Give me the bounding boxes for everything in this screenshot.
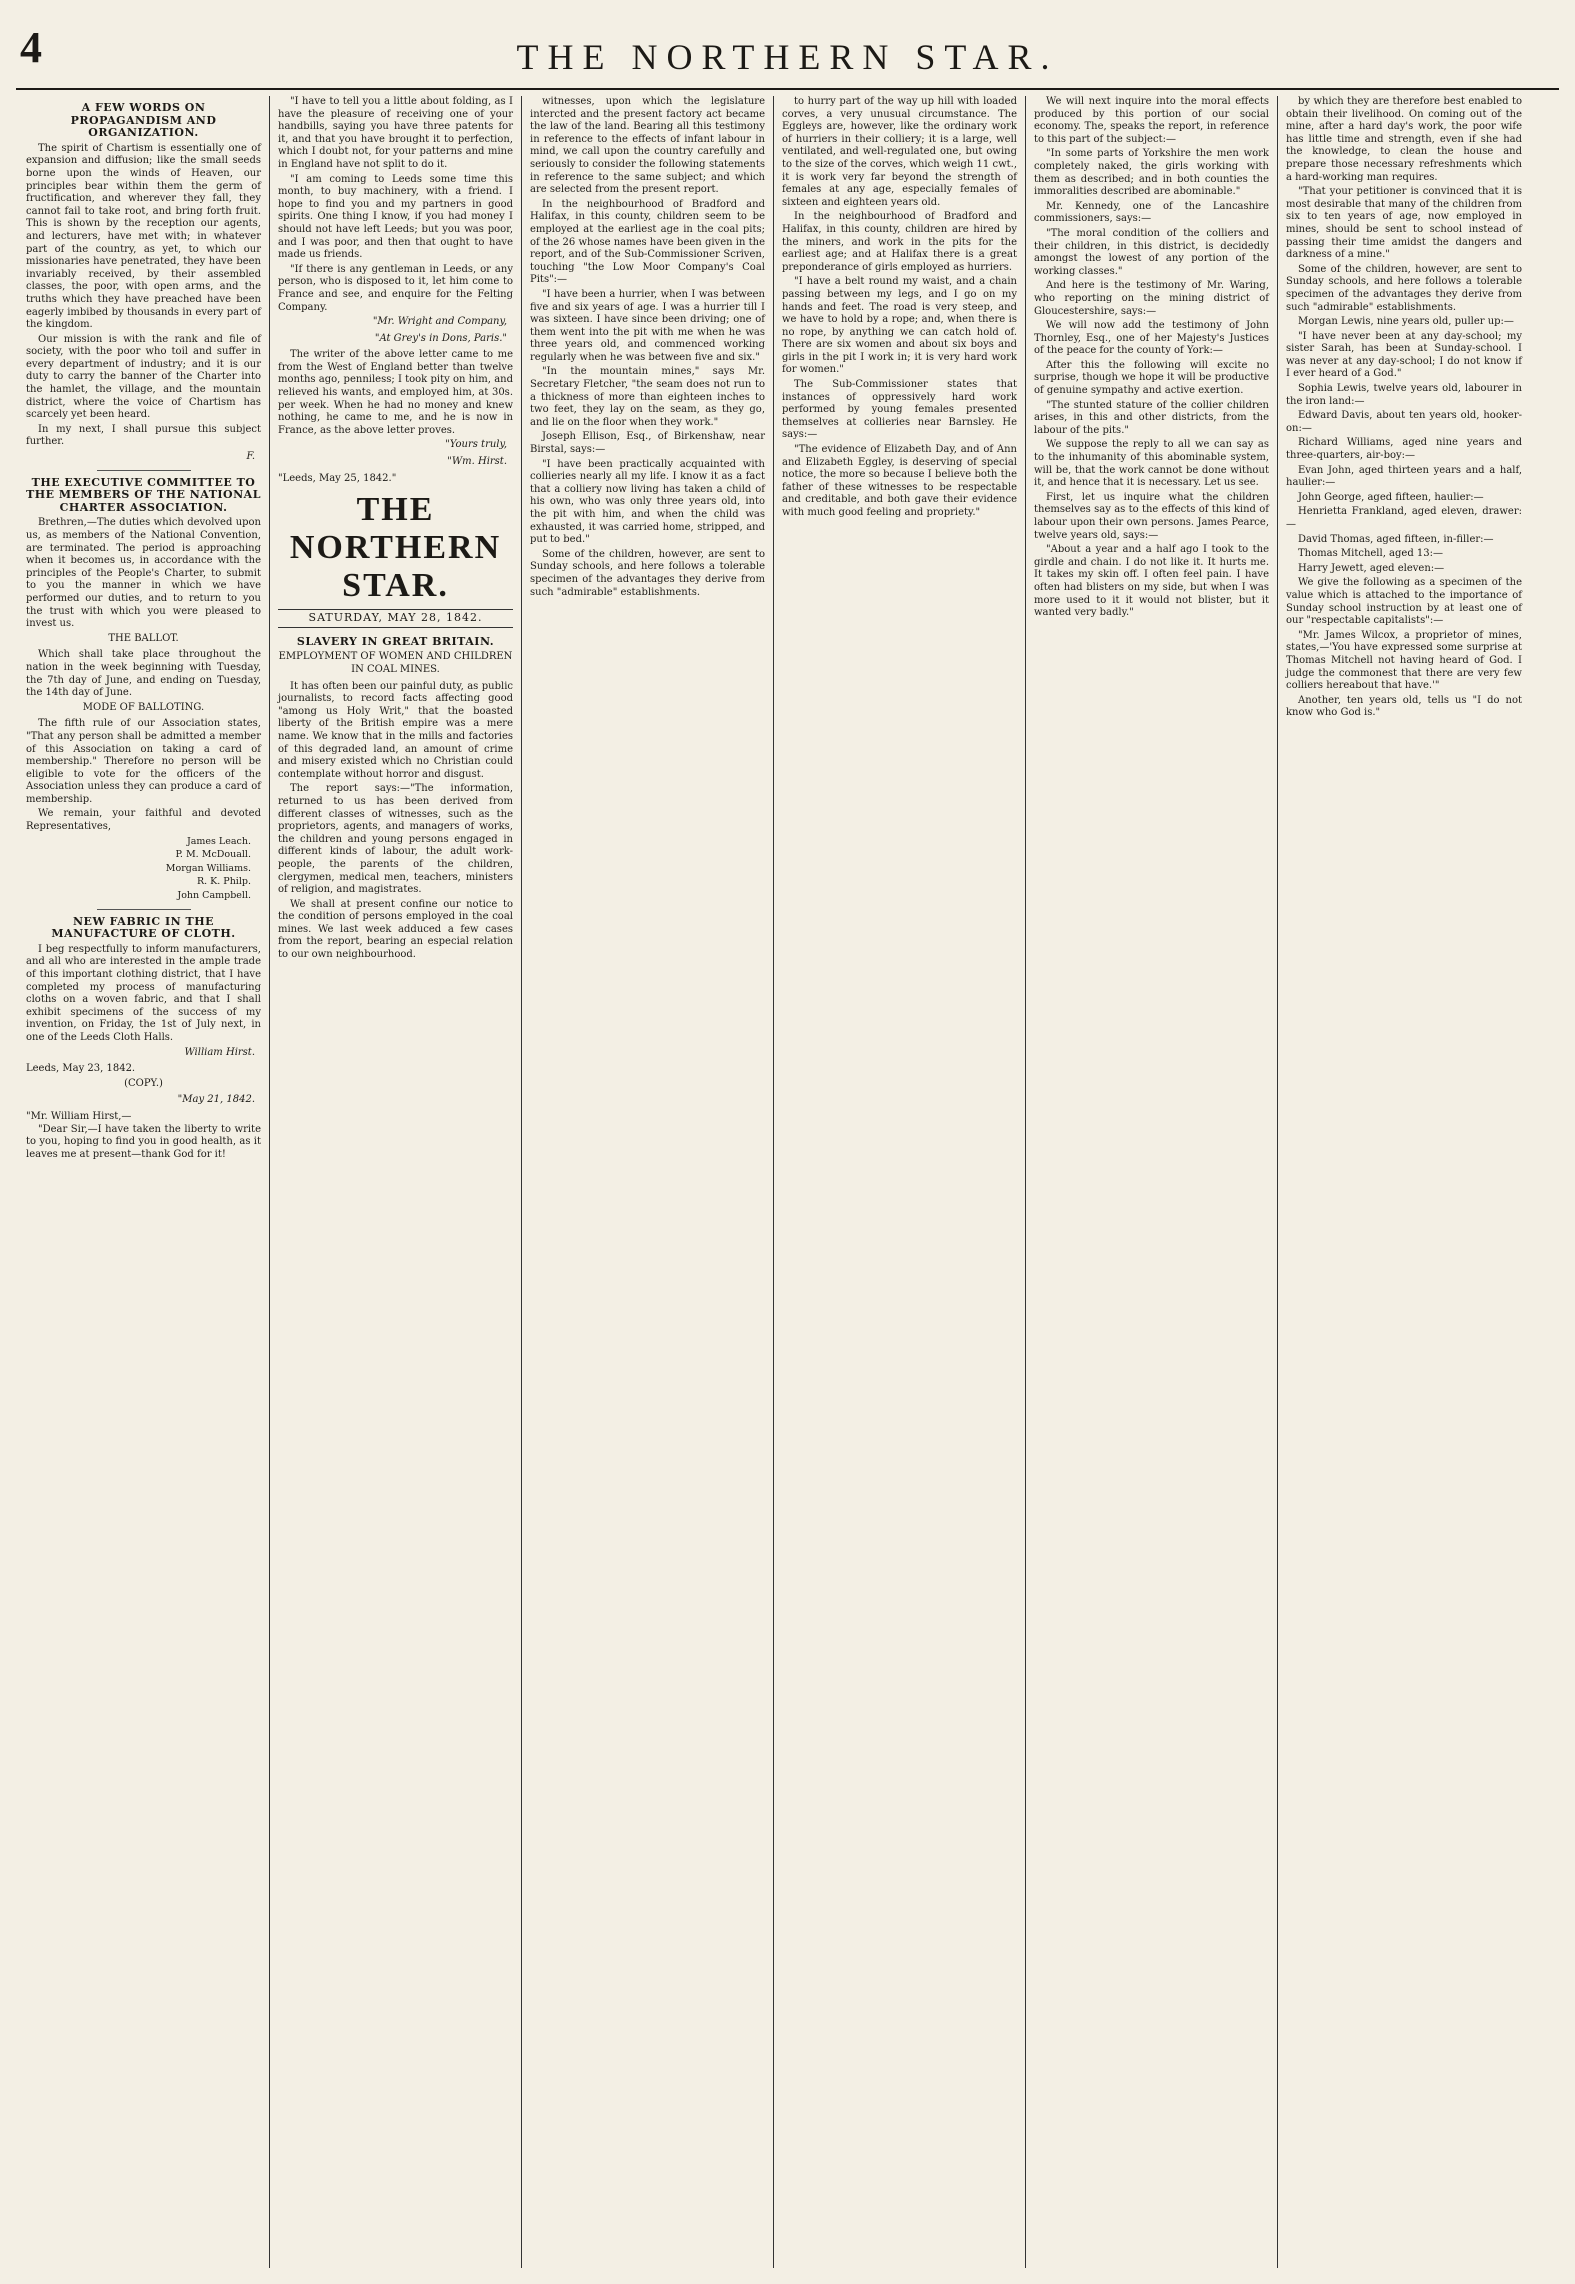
- paragraph: And here is the testimony of Mr. Waring, who reporting on the mining district of Gloucestershire, says:—: [1034, 280, 1269, 317]
- paragraph: We will now add the testimony of John Thornley, Esq., one of her Majesty's Justices of the peace for the county of York:—: [1034, 320, 1269, 357]
- dateline: "Leeds, May 25, 1842.": [278, 472, 397, 484]
- paragraph: We give the following as a specimen of the value which is attached to the importance of Sunday school instruction by at least one of our "respectable capitalists":—: [1286, 577, 1522, 627]
- paragraph: "In some parts of Yorkshire the men work completely naked, the girls working with them as described; and in both counties the immoralities described are abominable.": [1034, 148, 1269, 198]
- paragraph: In the neighbourhood of Bradford and Halifax, in this county, children are hired by the miners, and work in the pits for the earliest age; and at Halifax there is a great preponderance of girls employed as hurriers.: [782, 211, 1017, 273]
- paragraph: "I have been practically acquainted with collieries nearly all my life. I know it as a fact that a colliery now living has taken a child of his own, who was only three years old, into the pit with him, and when the child was exhausted, it was carried home, stripped, and put to bed.": [530, 458, 765, 546]
- paragraph: David Thomas, aged fifteen, in-filler:—: [1298, 533, 1494, 545]
- paragraph: In the neighbourhood of Bradford and Halifax, in this county, children seem to be employed at the earliest age in the coal pits; of the 26 whose names have been given in the report, and of the Sub-Commissioner Scriven, touching "the Low Moor Company's Coal Pits":—: [530, 198, 765, 286]
- signatory: John Campbell.: [177, 890, 251, 902]
- signature: "Yours truly,: [445, 439, 507, 451]
- paragraph: "In the mountain mines," says Mr. Secretary Fletcher, "the seam does not run to a thickness of more than eighteen inches to two feet, they lay on the seam, as they go, and lie on the floor when they work.": [530, 366, 765, 428]
- editorial-date: SATURDAY, MAY 28, 1842.: [278, 609, 513, 628]
- column-5: [1026, 96, 1278, 2268]
- paragraph: "The evidence of Elizabeth Day, and of Ann and Elizabeth Eggley, is deserving of special notice, the more so because I believe both the father of these witnesses to be respectable and creditable, and both gave their evidence with much good feeling and propriety.": [782, 444, 1017, 518]
- editorial-flag: THE NORTHERN STAR.: [289, 491, 502, 605]
- signatory: P. M. McDouall.: [175, 849, 251, 861]
- column-3: [522, 96, 774, 2268]
- paragraph: "Dear Sir,—I have taken the liberty to write to you, hoping to find you in good health, as it leaves me at present—thank God for it!: [26, 1123, 261, 1160]
- letter-date: "May 21, 1842.: [177, 1094, 255, 1106]
- paragraph: "I have to tell you a little about folding, as I have the pleasure of receiving one of your handbills, saying you have three patents for it, and that you have brought it to perfection, which I doubt not, for your patterns and mine in England have not split to do it.: [278, 96, 513, 170]
- paragraph: Our mission is with the rank and file of society, with the poor who toil and suffer in every department of industry; and it is our duty to carry the banner of the Charter into the hamlet, the village, and the mountain district, where the voice of Chartism has scarcely yet been heard.: [26, 333, 261, 421]
- paragraph: The report says:—"The information, returned to us has been derived from different classes of witnesses, such as the proprietors, agents, and managers of works, the children and young persons engaged in different kinds of labour, the adult work-people, the parents of the children, clergymen, medical men, teachers, ministers of religion, and magistrates.: [278, 783, 513, 896]
- paragraph: The Sub-Commissioner states that instances of oppressively hard work performed by young females presented themselves at collieries near Barnsley. He says:—: [782, 379, 1017, 441]
- paragraph: Richard Williams, aged nine years and three-quarters, air-boy:—: [1286, 437, 1522, 462]
- paragraph: It has often been our painful duty, as public journalists, to record facts affecting good "among us Holy Writ," that the boasted liberty of the British empire was a mere name. We know that in the mills and factories of this degraded land, an amount of crime and misery existed which no Christian could contemplate without horror and disgust.: [278, 680, 513, 780]
- masthead: THE NORTHERN STAR.: [516, 37, 1059, 77]
- paragraph: to hurry part of the way up hill with loaded corves, a very unusual circumstance. The Eggleys are, however, like the ordinary work of hurriers in their colliery; it is a large, well ventilated, and well-regulated one, but owing to the size of the corves, which weigh 11 cwt., it is work very far beyond the strength of females at any age, especially females of sixteen and eighteen years old.: [782, 96, 1017, 208]
- paragraph: I beg respectfully to inform manufacturers, and all who are interested in the ample trade of this important clothing district, that I have completed my process of manufacturing cloths on a woven fabric, and that I shall exhibit specimens of the success of my invention, on Friday, the 1st of July next, in one of the Leeds Cloth Halls.: [26, 943, 261, 1043]
- paragraph: "I have a belt round my waist, and a chain passing between my legs, and I go on my hands and feet. The road is very steep, and we have to hold by a rope; and, when there is no rope, by anything we can catch hold of. There are six women and about six boys and girls in the pit I work in; it is very hard work for women.": [782, 276, 1017, 376]
- paragraph: Brethren,—The duties which devolved upon us, as members of the National Convention, are terminated. The period is approaching when it becomes us, in accordance with the principles of the People's Charter, to submit to you the manner in which we have performed our duties, and to return to you the trust with which you were pleased to invest us.: [26, 517, 261, 630]
- copy-mark: (COPY.): [124, 1077, 163, 1089]
- paragraph: We remain, your faithful and devoted Representatives,: [26, 808, 261, 833]
- article-heading: NEW FABRIC IN THE MANUFACTURE OF CLOTH.: [51, 914, 236, 941]
- paragraph: We suppose the reply to all we can say as to the inhumanity of this abominable system, will be, that the work cannot be done without it, and hence that it is necessary. Let us see.: [1034, 439, 1269, 489]
- signatory: James Leach.: [186, 835, 251, 847]
- paragraph: Which shall take place throughout the nation in the week beginning with Tuesday, the 7th day of June, and ending on Tuesday, the 14th day of June.: [26, 649, 261, 699]
- newspaper-columns: [18, 96, 1559, 2268]
- signature: "Wm. Hirst.: [447, 456, 507, 468]
- paragraph: "About a year and a half ago I took to the girdle and chain. I do not like it. It hurts me. It takes my skin off. I often feel pain. I have often had blisters on my side, but when I was more used to it it would not blister, but it wanted very badly.": [1034, 544, 1269, 619]
- article-heading: SLAVERY IN GREAT BRITAIN.: [296, 634, 495, 648]
- paragraph: "If there is any gentleman in Leeds, or any person, who is disposed to it, let him come to France and see, and enquire for the Felting Company.: [278, 263, 513, 313]
- column-4: [774, 96, 1026, 2268]
- section-heading: MODE OF BALLOTING.: [82, 701, 205, 713]
- paragraph: We shall at present confine our notice to the condition of persons employed in the coal mines. We last week adduced a few cases from the report, bearing an especial relation to our own neighbourhood.: [278, 898, 513, 961]
- paragraph: We will next inquire into the moral effects produced by this portion of our social economy. The, speaks the report, in reference to this part of the subject:—: [1034, 96, 1269, 145]
- paragraph: Mr. Kennedy, one of the Lancashire commissioners, says:—: [1034, 200, 1269, 225]
- paragraph: by which they are therefore best enabled to obtain their livelihood. On coming out of the mine, after a hard day's work, the poor wife has little time and strength, even if she had the knowledge, to clean the house and prepare those necessary refreshments which a hard-working man requires.: [1286, 96, 1522, 183]
- signature: "At Grey's in Dons, Paris.": [374, 332, 507, 344]
- column-1: [18, 96, 270, 2268]
- column-2: [270, 96, 522, 2268]
- signature: F.: [246, 451, 255, 463]
- masthead-rule: [16, 88, 1559, 90]
- signatory: R. K. Philp.: [196, 876, 251, 888]
- paragraph: witnesses, upon which the legislature intercted and the present factory act became the law of the land. Bearing all this testimony in reference to the effects of infant labour in mind, we call upon the country carefully and seriously to consider the following statements in reference to the same subject; and which are selected from the present report.: [530, 96, 765, 196]
- dateline: Leeds, May 23, 1842.: [26, 1063, 136, 1075]
- separator: [97, 470, 191, 471]
- paragraph: John George, aged fifteen, haulier:—: [1298, 491, 1484, 503]
- section-heading: THE BALLOT.: [108, 632, 179, 644]
- paragraph: In my next, I shall pursue this subject further.: [26, 423, 261, 448]
- paragraph: Evan John, aged thirteen years and a half, haulier:—: [1286, 464, 1522, 489]
- paragraph: Joseph Ellison, Esq., of Birkenshaw, near Birstal, says:—: [530, 431, 765, 456]
- paragraph: Thomas Mitchell, aged 13:—: [1298, 548, 1444, 560]
- paragraph: After this the following will excite no surprise, though we hope it will be productive of genuine sympathy and active exertion.: [1034, 359, 1269, 397]
- paragraph: "The moral condition of the colliers and their children, in this district, is decidedly amongst the lowest of any portion of the working classes.": [1034, 227, 1269, 277]
- paragraph: Morgan Lewis, nine years old, puller up:—: [1298, 316, 1514, 328]
- paragraph: "That your petitioner is convinced that it is most desirable that many of the children from six to ten years of age, now employed in mines, should be sent to school instead of passing their time amidst the dangers and darkness of a mine.": [1286, 186, 1522, 261]
- signatory: Morgan Williams.: [165, 862, 251, 874]
- paragraph: The writer of the above letter came to me from the West of England better than twelve months ago, penniless; I took pity on him, and relieved his wants, and employed him, at 30s. per week. When he had no money and knew nothing, he came to me, and he is now in France, as the above letter proves.: [278, 349, 513, 436]
- paragraph: "The stunted stature of the collier children arises, in this and other districts, from the labour of the pits.": [1034, 399, 1269, 436]
- paragraph: First, let us inquire what the children themselves say as to the effects of this kind of labour upon their own persons. James Pearce, twelve years old, says:—: [1034, 491, 1269, 541]
- letter-salutation: "Mr. William Hirst,—: [26, 1110, 132, 1122]
- article-heading: THE EXECUTIVE COMMITTEE TO THE MEMBERS OF THE NATIONAL CHARTER ASSOCIATION.: [26, 475, 261, 514]
- paragraph: Harry Jewett, aged eleven:—: [1298, 562, 1445, 574]
- paragraph: Edward Davis, about ten years old, hooker-on:—: [1286, 410, 1522, 434]
- signature: "Mr. Wright and Company,: [372, 316, 507, 328]
- paragraph: Some of the children, however, are sent to Sunday schools, and here follows a tolerable specimen of the advantages they derive from such "admirable" establishments.: [1286, 263, 1522, 313]
- paragraph: "I am coming to Leeds some time this month, to buy machinery, with a friend. I hope to find you and my partners in good spirits. One thing I know, if you had money I should not have left Leeds; but you was poor, and I was poor, and then that ought to have made us friends.: [278, 173, 513, 261]
- paragraph: Henrietta Frankland, aged eleven, drawer:—: [1286, 506, 1522, 530]
- page-number: 4: [20, 23, 42, 72]
- paragraph: The spirit of Chartism is essentially one of expansion and diffusion; like the small seeds borne upon the winds of Heaven, our principles bear within them the germ of fructification, and wherever they fall, they cannot fail to take root, and bring forth fruit. This is shown by the reception our agents, and lecturers, have met with; in whatever part of the country, as yet, to which our missionaries have penetrated, they have been invariably received, by their assembled classes, the poor, with open arms, and the truths which they have preached have been eagerly imbibed by thousands in every part of the kingdom.: [26, 142, 261, 331]
- article-subheading: EMPLOYMENT OF WOMEN AND CHILDREN IN COAL MINES.: [278, 651, 513, 675]
- article-heading: A FEW WORDS ON PROPAGANDISM AND ORGANIZATION.: [70, 101, 217, 140]
- paragraph: Some of the children, however, are sent to Sunday schools, and here follows a tolerable specimen of the advantages they derive from such "admirable" establishments.: [530, 548, 765, 598]
- paragraph: Another, ten years old, tells us "I do not know who God is.": [1286, 694, 1522, 719]
- paragraph: "I have been a hurrier, when I was between five and six years of age. I was a hurrier till I was sixteen. I have since been driving; one of them went into the pit with me when he was three years old, and commenced working regularly when he was between five and six.": [530, 288, 765, 363]
- paragraph: The fifth rule of our Association states, "That any person shall be admitted a member of this Association on taking a card of membership." Therefore no person will be eligible to vote for the officers of the Association unless they can produce a card of membership.: [26, 718, 261, 805]
- paragraph: "Mr. James Wilcox, a proprietor of mines, states,—'You have expressed some surprise at Thomas Mitchell not having heard of God. I judge the commonest that there are very few colliers hereabout that have.'": [1286, 629, 1522, 692]
- column-6: [1278, 96, 1530, 2268]
- paragraph: "I have never been at any day-school; my sister Sarah, has been at Sunday-school. I was never at any day-school; I do not know if I ever heard of a God.": [1286, 330, 1522, 380]
- signature: William Hirst.: [184, 1046, 255, 1058]
- separator: [97, 909, 191, 910]
- paragraph: Sophia Lewis, twelve years old, labourer in the iron land:—: [1286, 383, 1522, 407]
